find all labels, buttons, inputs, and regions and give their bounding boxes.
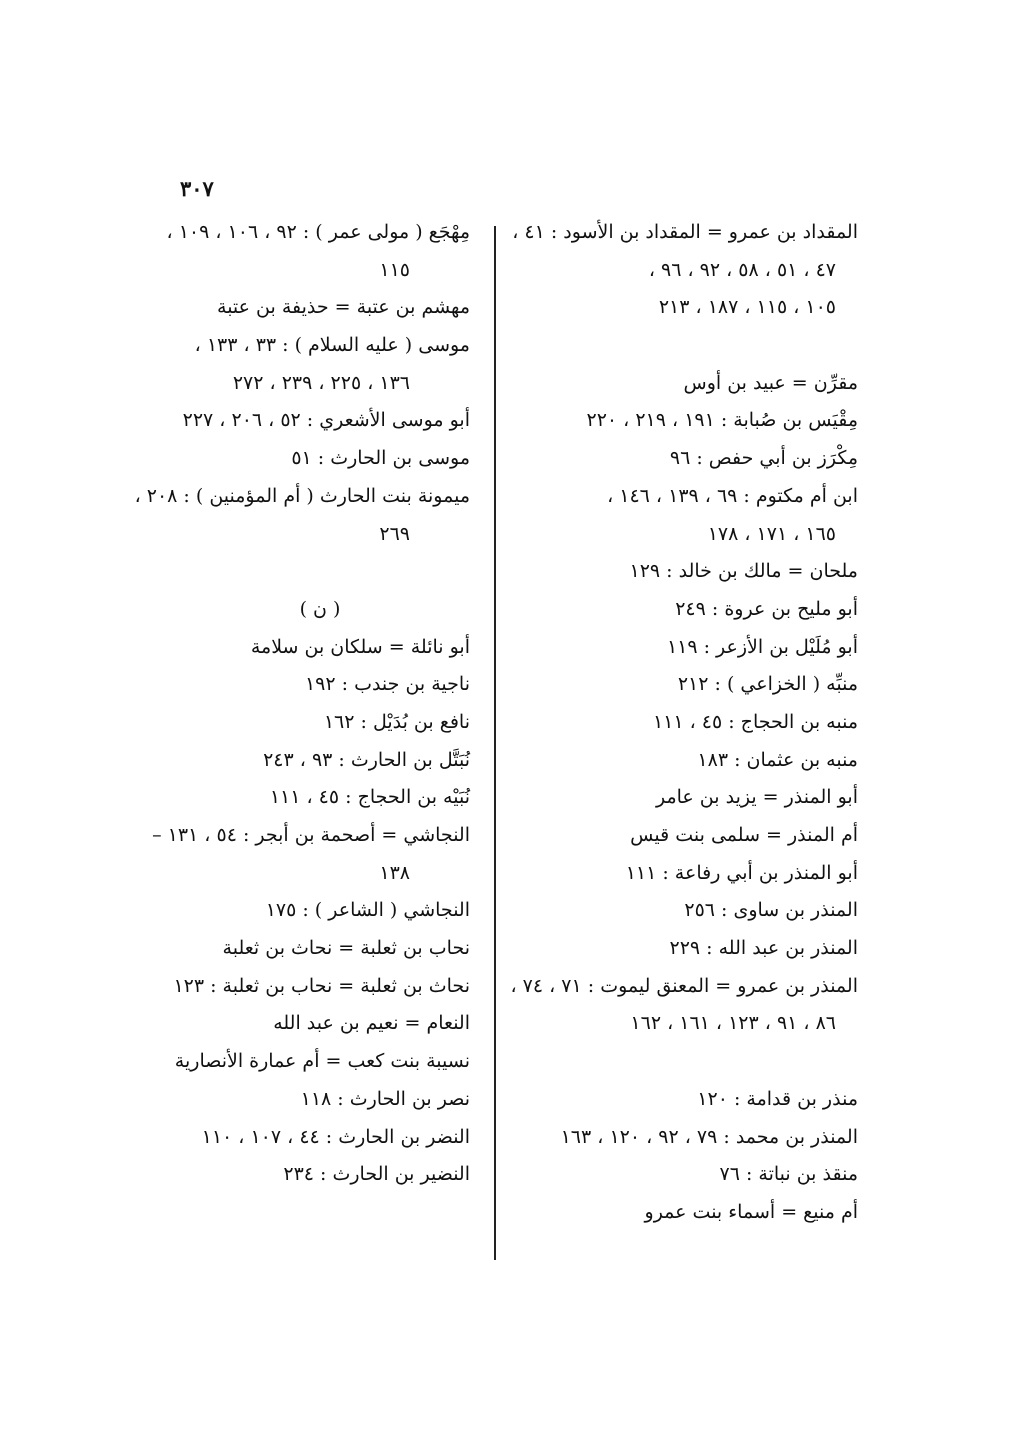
blank-line (523, 1043, 858, 1081)
index-entry: نُبَتَّل بن الحارث : ٩٣ ، ٢٤٣ (263, 748, 470, 771)
index-entry: منبِّه ( الخزاعي ) : ٢١٢ (677, 673, 858, 696)
index-entry: المنذر بن عمرو = المعنق ليموت : ٧١ ، ٧٤ ، (510, 974, 858, 997)
index-entry: النجاشي = أصحمة بن أبجر : ٥٤ ، ١٣١ – (152, 824, 470, 846)
index-entry: نحاب بن ثعلبة = نحاث بن ثعلبة (222, 937, 470, 960)
index-entry: ملحان = مالك بن خالد : ١٢٩ (629, 560, 858, 583)
index-entry: النجاشي ( الشاعر ) : ١٧٥ (265, 899, 470, 922)
index-entry-continuation: ١٠٥ ، ١١٥ ، ١٨٧ ، ٢١٣ (658, 296, 836, 319)
page-number: ٣٠٧ (180, 176, 214, 201)
index-entry: منبه بن الحجاج : ٤٥ ، ١١١ (652, 710, 858, 733)
index-entry: مقرِّن = عبيد بن أوس (683, 371, 858, 394)
index-entry: ميمونة بنت الحارث ( أم المؤمنين ) : ٢٠٨ ، (134, 484, 470, 507)
index-entry-continuation: ٨٦ ، ٩١ ، ١٢٣ ، ١٦١ ، ١٦٢ (630, 1012, 836, 1035)
index-column-left (130, 214, 470, 1194)
index-entry: نسيبة بنت كعب = أم عمارة الأنصارية (174, 1050, 470, 1073)
index-entry: مِكْرَز بن أبي حفص : ٩٦ (669, 447, 858, 470)
index-entry-continuation: ١١٥ (379, 258, 410, 281)
section-letter-heading: ( ن ) (299, 597, 341, 620)
index-column-right (510, 214, 858, 1232)
index-entry: نُبَيْه بن الحجاج : ٤٥ ، ١١١ (269, 786, 470, 809)
index-entry: أم المنذر = سلمى بنت قيس (630, 824, 858, 846)
blank-line (523, 327, 858, 365)
index-entry: نافع بن بُدَيْل : ١٦٢ (323, 710, 470, 733)
blank-line (130, 553, 470, 591)
index-entry: ابن أم مكتوم : ٦٩ ، ١٣٩ ، ١٤٦ ، (607, 484, 858, 507)
index-entry: مهشم بن عتبة = حذيفة بن عتبة (217, 296, 470, 319)
index-entry: نحاث بن ثعلبة = نحاب بن ثعلبة : ١٢٣ (173, 974, 470, 997)
index-entry: المقداد بن عمرو = المقداد بن الأسود : ٤١ ، (512, 221, 858, 243)
index-entry-continuation: ٢٦٩ (379, 522, 410, 545)
index-entry: النضير بن الحارث : ٢٣٤ (283, 1163, 470, 1186)
index-entry: أم منيع = أسماء بنت عمرو (644, 1200, 858, 1223)
index-entry: منقذ بن نباتة : ٧٦ (719, 1163, 858, 1186)
index-entry: موسى ( عليه السلام ) : ٣٣ ، ١٣٣ ، (194, 334, 470, 357)
index-entry-continuation: ١٣٨ (379, 861, 410, 884)
index-entry-continuation: ١٣٦ ، ٢٢٥ ، ٢٣٩ ، ٢٧٢ (232, 371, 410, 394)
index-entry: منذر بن قدامة : ١٢٠ (697, 1087, 858, 1110)
index-entry: أبو نائلة = سلكان بن سلامة (250, 635, 470, 658)
index-entry: أبو المنذر بن أبي رفاعة : ١١١ (625, 861, 858, 884)
index-entry: مِقْيَس بن صُبابة : ١٩١ ، ٢١٩ ، ٢٢٠ (586, 409, 858, 432)
index-entry: المنذر بن محمد : ٧٩ ، ٩٢ ، ١٢٠ ، ١٦٣ (560, 1125, 858, 1148)
index-entry: مِهْجَع ( مولى عمر ) : ٩٢ ، ١٠٦ ، ١٠٩ ، (166, 221, 470, 243)
index-entry: أبو مُلَيْل بن الأزعر : ١١٩ (666, 635, 858, 658)
index-entry: نصر بن الحارث : ١١٨ (300, 1087, 470, 1110)
index-entry: المنذر بن عبد الله : ٢٢٩ (669, 937, 858, 960)
index-entry: أبو موسى الأشعري : ٥٢ ، ٢٠٦ ، ٢٢٧ (182, 409, 470, 432)
index-entry: ناجية بن جندب : ١٩٢ (304, 673, 470, 696)
index-entry: أبو مليح بن عروة : ٢٤٩ (675, 597, 858, 620)
index-entry: المنذر بن ساوى : ٢٥٦ (684, 899, 858, 922)
column-divider (494, 226, 496, 1260)
index-entry: موسى بن الحارث : ٥١ (291, 447, 470, 470)
index-entry: النعام = نعيم بن عبد الله (273, 1012, 470, 1035)
index-entry: منبه بن عثمان : ١٨٣ (697, 748, 858, 771)
index-entry-continuation: ٤٧ ، ٥١ ، ٥٨ ، ٩٢ ، ٩٦ ، (648, 258, 836, 281)
index-entry: النضر بن الحارث : ٤٤ ، ١٠٧ ، ١١٠ (201, 1125, 470, 1148)
index-entry: أبو المنذر = يزيد بن عامر (655, 786, 858, 809)
index-entry-continuation: ١٦٥ ، ١٧١ ، ١٧٨ (707, 522, 836, 545)
